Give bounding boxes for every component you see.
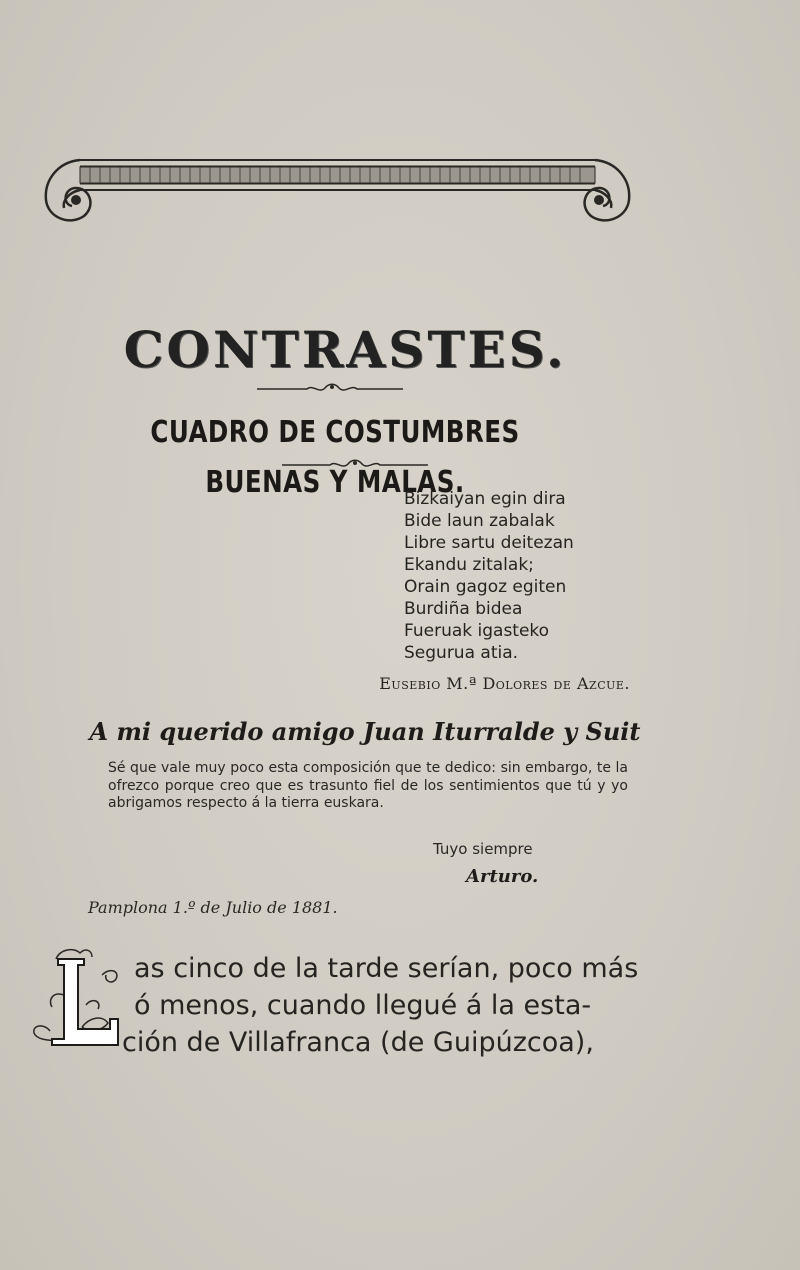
page-subtitle: CUADRO DE COSTUMBRES BUENAS Y MALAS. <box>150 415 520 500</box>
decorative-flourish-rule <box>280 456 430 472</box>
poem-line: Segurua atia. <box>404 643 519 663</box>
scroll-ornament-header <box>40 150 635 230</box>
poem-line: Bide laun zabalak <box>404 511 555 531</box>
poem-line: Fueruak igasteko <box>404 621 550 641</box>
body-text <box>122 950 639 1061</box>
body-line: as cinco de la tarde serían, poco más <box>134 953 639 984</box>
poem-line: Burdiña bidea <box>404 599 523 619</box>
poem-line: Libre sartu deitezan <box>404 533 574 553</box>
dedication-heading: A mi querido amigo Juan Iturralde y Suit <box>89 717 641 746</box>
dedication-text: Sé que vale muy poco esta composición que te dedico: sin embargo, te la ofrezco porque creo que es trasunto fiel de los sentimientos que tú y yo abrigamos respecto á la tierra euskara. <box>108 760 628 811</box>
dedication-signature: Arturo. <box>466 866 539 887</box>
poem-line: Bizkaiyan egin dira <box>404 489 566 509</box>
decorative-flourish-rule <box>255 380 405 396</box>
poem-line: Ekandu zitalak; <box>404 555 534 575</box>
poem-line: Orain gagoz egiten <box>404 577 567 597</box>
epigraph-poem <box>404 488 634 664</box>
dedication-closing: Tuyo siempre <box>433 840 533 858</box>
body-line: ó menos, cuando llegué á la esta- <box>134 990 592 1021</box>
body-line: ción de Villafranca (de Guipúzcoa), <box>122 1027 594 1058</box>
epigraph-author: Eusebio M.ª Dolores de Azcue. <box>379 674 630 693</box>
dedication-place-date: Pamplona 1.º de Julio de 1881. <box>88 898 338 917</box>
page-title: CONTRASTES. <box>123 320 567 379</box>
decorated-initial-letter <box>30 945 130 1055</box>
